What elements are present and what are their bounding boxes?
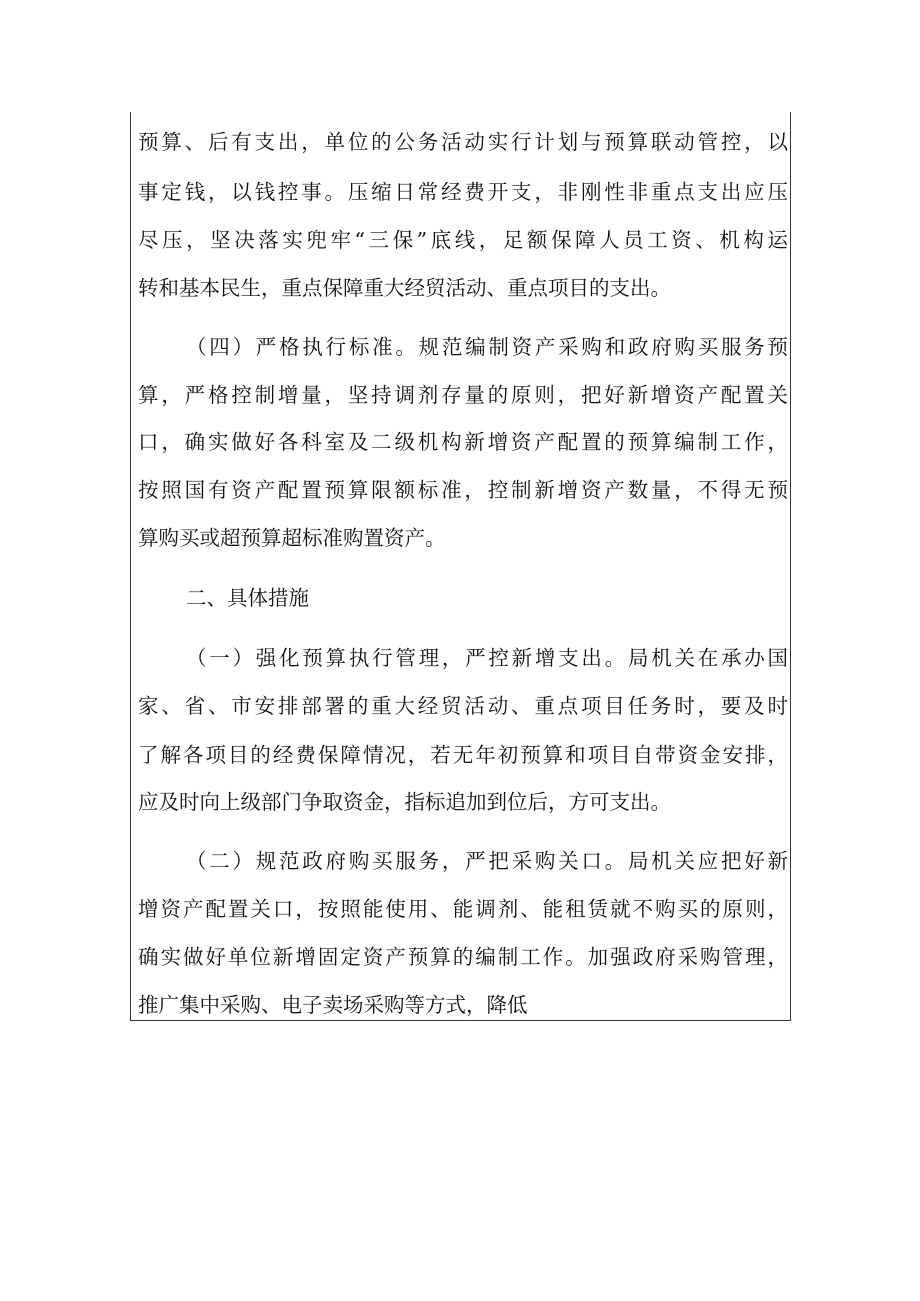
paragraph-line: 了解各项目的经费保障情况，若无年初预算和项目自带资金安排， [138, 743, 788, 767]
paragraph-line: （一）强化预算执行管理，严控新增支出。局机关在承办国 [186, 646, 788, 670]
paragraph-line: 事定钱，以钱控事。压缩日常经费开支，非刚性非重点支出应压 [138, 180, 788, 204]
paragraph-line: 尽压，坚决落实兜牢“三保”底线，足额保障人员工资、机构运 [138, 228, 788, 252]
paragraph-line: 预算、后有支出，单位的公务活动实行计划与预算联动管控，以 [138, 130, 788, 154]
paragraph-line: （四）严格执行标准。规范编制资产采购和政府购买服务预 [186, 335, 788, 359]
paragraph-line: 转和基本民生，重点保障重大经贸活动、重点项目的支出。 [138, 276, 671, 300]
paragraph-line: （二）规范政府购买服务，严把采购关口。局机关应把好新 [186, 849, 788, 873]
paragraph-line: 增资产配置关口，按照能使用、能调剂、能租赁就不购买的原则， [138, 897, 788, 921]
paragraph-line: 应及时向上级部门争取资金，指标追加到位后，方可支出。 [138, 790, 671, 814]
paragraph-line: 按照国有资产配置预算限额标准，控制新增资产数量，不得无预 [138, 478, 788, 502]
paragraph-line: 算，严格控制增量，坚持调剂存量的原则，把好新增资产配置关 [138, 383, 788, 407]
section-heading: 二、具体措施 [186, 586, 309, 610]
paragraph-line: 推广集中采购、电子卖场采购等方式，降低 [138, 993, 528, 1017]
paragraph-line: 算购买或超预算超标准购置资产。 [138, 526, 446, 550]
paragraph-line: 确实做好单位新增固定资产预算的编制工作。加强政府采购管理， [138, 945, 788, 969]
paragraph-line: 家、省、市安排部署的重大经贸活动、重点项目任务时，要及时 [138, 694, 788, 718]
paragraph-line: 口，确实做好各科室及二级机构新增资产配置的预算编制工作， [138, 430, 788, 454]
